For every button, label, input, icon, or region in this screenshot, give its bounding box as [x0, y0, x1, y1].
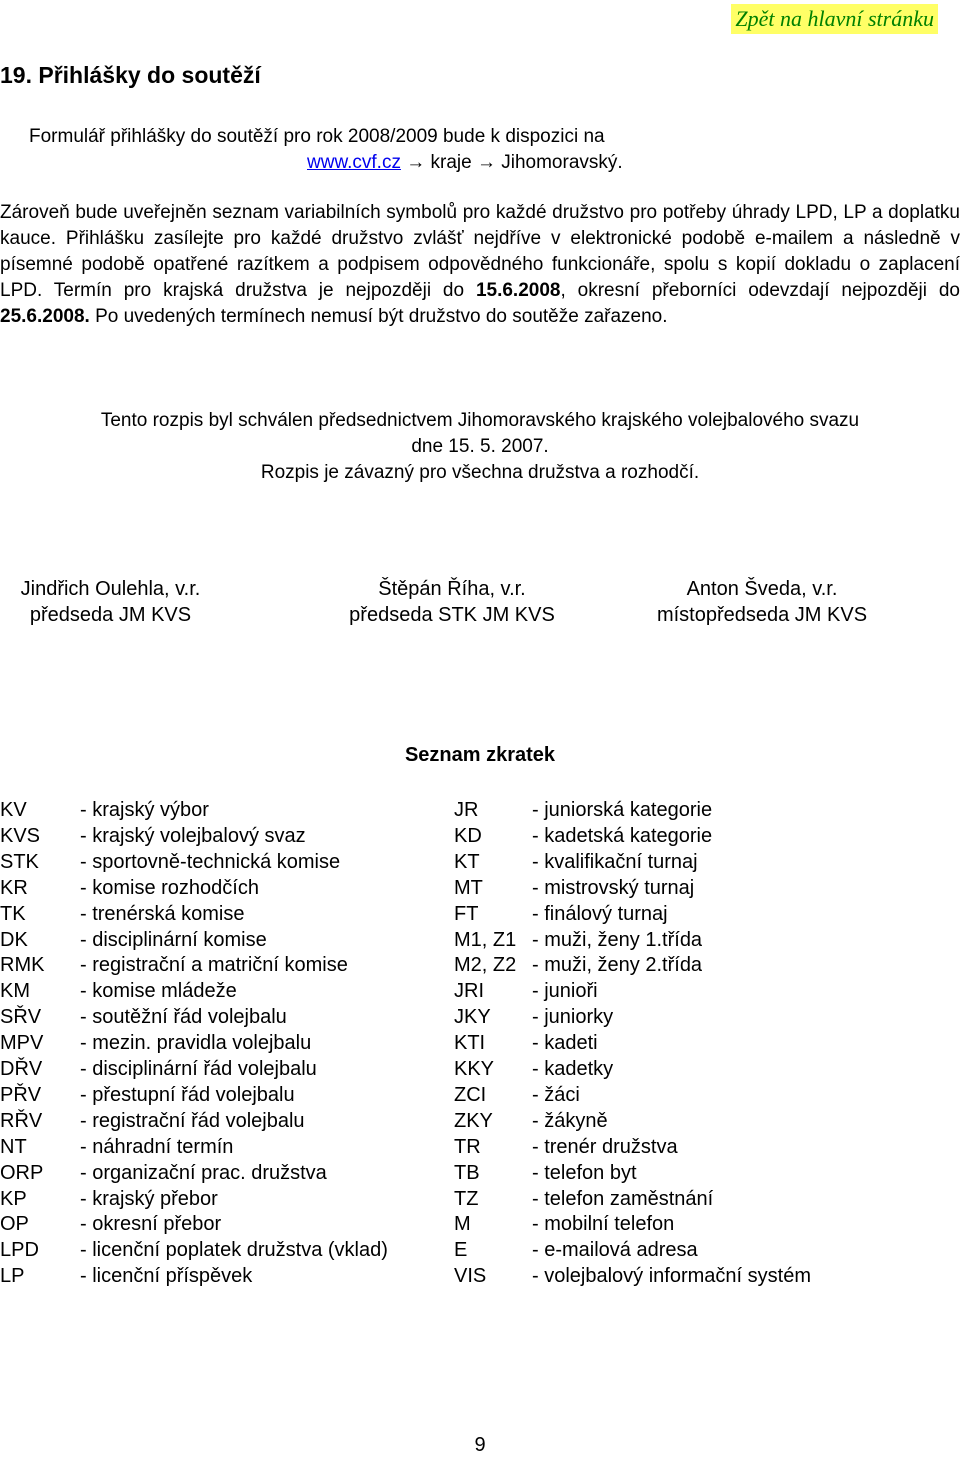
abbreviation-description: - kadetky [532, 1058, 614, 1080]
instructions-text-a: Zároveň bude uveřejněn seznam variabilních symbolů pro každé družstvo pro potřeby úhrady LPD, LP a doplatku kauce. [0, 202, 960, 249]
abbreviation-code: TR [454, 1135, 481, 1158]
section-title: 19. Přihlášky do soutěží [0, 62, 261, 88]
abbreviation-code: TK [0, 902, 26, 925]
abbreviation-code: STK [0, 850, 39, 873]
abbreviation-description: - volejbalový informační systém [532, 1265, 811, 1288]
approval-line-3: Rozpis je závazný pro všechna družstva a rozhodčí. [260, 462, 700, 483]
abbreviation-description: - mistrovský turnaj [532, 876, 695, 899]
abbreviation-description: - telefon zaměstnání [532, 1187, 714, 1210]
abbreviation-code: KD [454, 824, 482, 847]
abbreviation-description: - sportovně-technická komise [80, 850, 341, 873]
abbreviation-code: KTI [454, 1032, 486, 1055]
abbreviation-code: ZKY [454, 1109, 493, 1132]
abbreviation-code: KV [0, 799, 27, 821]
cvf-link[interactable]: www.cvf.cz [307, 152, 401, 173]
abbreviation-code: OP [0, 1213, 29, 1236]
abbreviation-description: - přestupní řád volejbalu [80, 1083, 295, 1106]
instructions-text-c: , okresní přeborníci odevzdají nejpozději do [560, 280, 960, 301]
abbreviation-code: TZ [454, 1187, 479, 1210]
abbreviation-description: - komise mládeže [80, 980, 237, 1003]
abbreviation-description: - disciplinární řád volejbalu [80, 1058, 317, 1080]
signature-name: Anton Šveda, v.r. [686, 578, 838, 600]
abbreviation-code: KR [0, 876, 28, 899]
abbreviation-code: DŘV [0, 1058, 43, 1080]
deadline-date-1: 15.6.2008 [475, 280, 561, 301]
abbreviation-description: - telefon byt [532, 1161, 637, 1184]
abbreviation-code: JKY [454, 1006, 491, 1029]
abbreviation-code: SŘV [0, 1006, 42, 1029]
abbreviation-code: ORP [0, 1161, 44, 1184]
abbreviation-code: NT [0, 1135, 27, 1158]
instructions-text-b: Přihlášku zasílejte pro každé družstvo zvlášť nejdříve v elektronické podobě e-mailem a následně v písemné podobě opatřené razítkem a podpisem odpovědného funkcionáře, spolu s kopií dokladu o zaplacení LPD. Termín pro krajská družstva je nejpozději do [0, 228, 960, 301]
abbreviation-description: - licenční příspěvek [80, 1265, 253, 1288]
abbreviation-code: RMK [0, 954, 45, 977]
abbreviation-description: - junioři [532, 980, 598, 1003]
abbreviation-description: - muži, ženy 2.třída [532, 954, 703, 977]
abbreviation-description: - licenční poplatek družstva (vklad) [80, 1239, 388, 1262]
abbreviation-description: - kadetská kategorie [532, 824, 713, 847]
abbreviation-code: LP [0, 1265, 25, 1288]
abbreviation-description: - kvalifikační turnaj [532, 850, 698, 873]
abbreviation-description: - okresní přebor [80, 1213, 222, 1236]
signature-role: předseda JM KVS [29, 604, 192, 626]
page-number: 9 [474, 1434, 486, 1456]
abbreviation-code: KVS [0, 824, 41, 847]
signature-1 [8, 576, 213, 628]
signature-2 [332, 576, 572, 628]
abbreviation-description: - žákyně [532, 1109, 608, 1132]
abbreviation-description: - mobilní telefon [532, 1213, 675, 1236]
abbreviation-code: ZCI [454, 1083, 487, 1106]
abbreviation-description: - muži, ženy 1.třída [532, 928, 703, 951]
abbreviation-code: LPD [0, 1239, 39, 1262]
abbreviation-description: - náhradní termín [80, 1135, 234, 1158]
abbreviation-description: - trenér družstva [532, 1135, 678, 1158]
abbreviation-description: - kadeti [532, 1032, 598, 1055]
abbreviation-code: KP [0, 1187, 27, 1210]
abbreviation-code: M [454, 1213, 471, 1236]
abbreviation-code: KT [454, 850, 480, 873]
abbreviation-description: - organizační prac. družstva [80, 1161, 327, 1184]
abbreviation-code: MT [454, 876, 483, 899]
abbreviation-code: DK [0, 928, 28, 951]
abbreviation-description: - disciplinární komise [80, 928, 267, 951]
abbreviation-code: M1, Z1 [454, 928, 517, 951]
abbreviation-description: - komise rozhodčích [80, 876, 259, 899]
instructions-text-d: Po uvedených termínech nemusí být družstvo do soutěže zařazeno. [89, 306, 668, 327]
abbreviation-code: TB [454, 1161, 480, 1184]
abbreviation-description: - e-mailová adresa [532, 1239, 698, 1262]
instructions-paragraph [0, 200, 960, 330]
abbreviation-code: JRI [454, 980, 484, 1003]
abbreviation-code: JR [454, 799, 479, 821]
abbreviation-description: - trenérská komise [80, 902, 245, 925]
back-to-home-link[interactable]: Zpět na hlavní stránku [731, 4, 938, 34]
abbreviation-description: - registrační a matriční komise [80, 954, 348, 977]
abbreviation-code: PŘV [0, 1083, 42, 1106]
abbreviation-description: - registrační řád volejbalu [80, 1109, 305, 1132]
abbreviation-code: RŘV [0, 1109, 43, 1132]
abbreviation-code: MPV [0, 1032, 44, 1055]
abbreviation-code: FT [454, 902, 479, 925]
signature-name: Štěpán Říha, v.r. [378, 578, 526, 600]
abbreviation-code: KM [0, 980, 30, 1003]
form-paragraph-line1: Formulář přihlášky do soutěží pro rok 2008/2009 bude k dispozici na [29, 126, 605, 147]
abbreviation-description: - soutěžní řád volejbalu [80, 1006, 287, 1029]
abbreviation-description: - krajský přebor [80, 1187, 218, 1210]
deadline-date-2: 25.6.2008. [0, 306, 90, 327]
abbreviation-code: E [454, 1239, 468, 1262]
abbreviation-description: - mezin. pravidla volejbalu [80, 1032, 312, 1055]
signature-role: předseda STK JM KVS [349, 604, 555, 626]
form-paragraph-rest: → kraje → Jihomoravský. [400, 152, 623, 173]
abbreviation-code: VIS [454, 1265, 487, 1288]
signature-name: Jindřich Oulehla, v.r. [20, 578, 201, 600]
abbreviation-description: - juniorky [532, 1006, 614, 1029]
abbreviation-description: - juniorská kategorie [532, 799, 713, 821]
signature-3 [640, 576, 884, 628]
abbreviation-description: - finálový turnaj [532, 902, 668, 925]
approval-line-2: dne 15. 5. 2007. [411, 436, 549, 457]
abbreviation-code: KKY [454, 1058, 495, 1080]
abbreviation-description: - krajský výbor [80, 799, 209, 821]
abbreviation-code: M2, Z2 [454, 954, 517, 977]
abbreviation-description: - krajský volejbalový svaz [80, 824, 306, 847]
form-paragraph-line2 [307, 150, 957, 176]
approval-line-1: Tento rozpis byl schválen předsednictvem Jihomoravského krajského volejbalového svazu [100, 410, 860, 431]
signature-role: místopředseda JM KVS [656, 604, 868, 626]
abbreviations-title: Seznam zkratek [404, 744, 556, 766]
abbreviation-description: - žáci [532, 1083, 580, 1106]
